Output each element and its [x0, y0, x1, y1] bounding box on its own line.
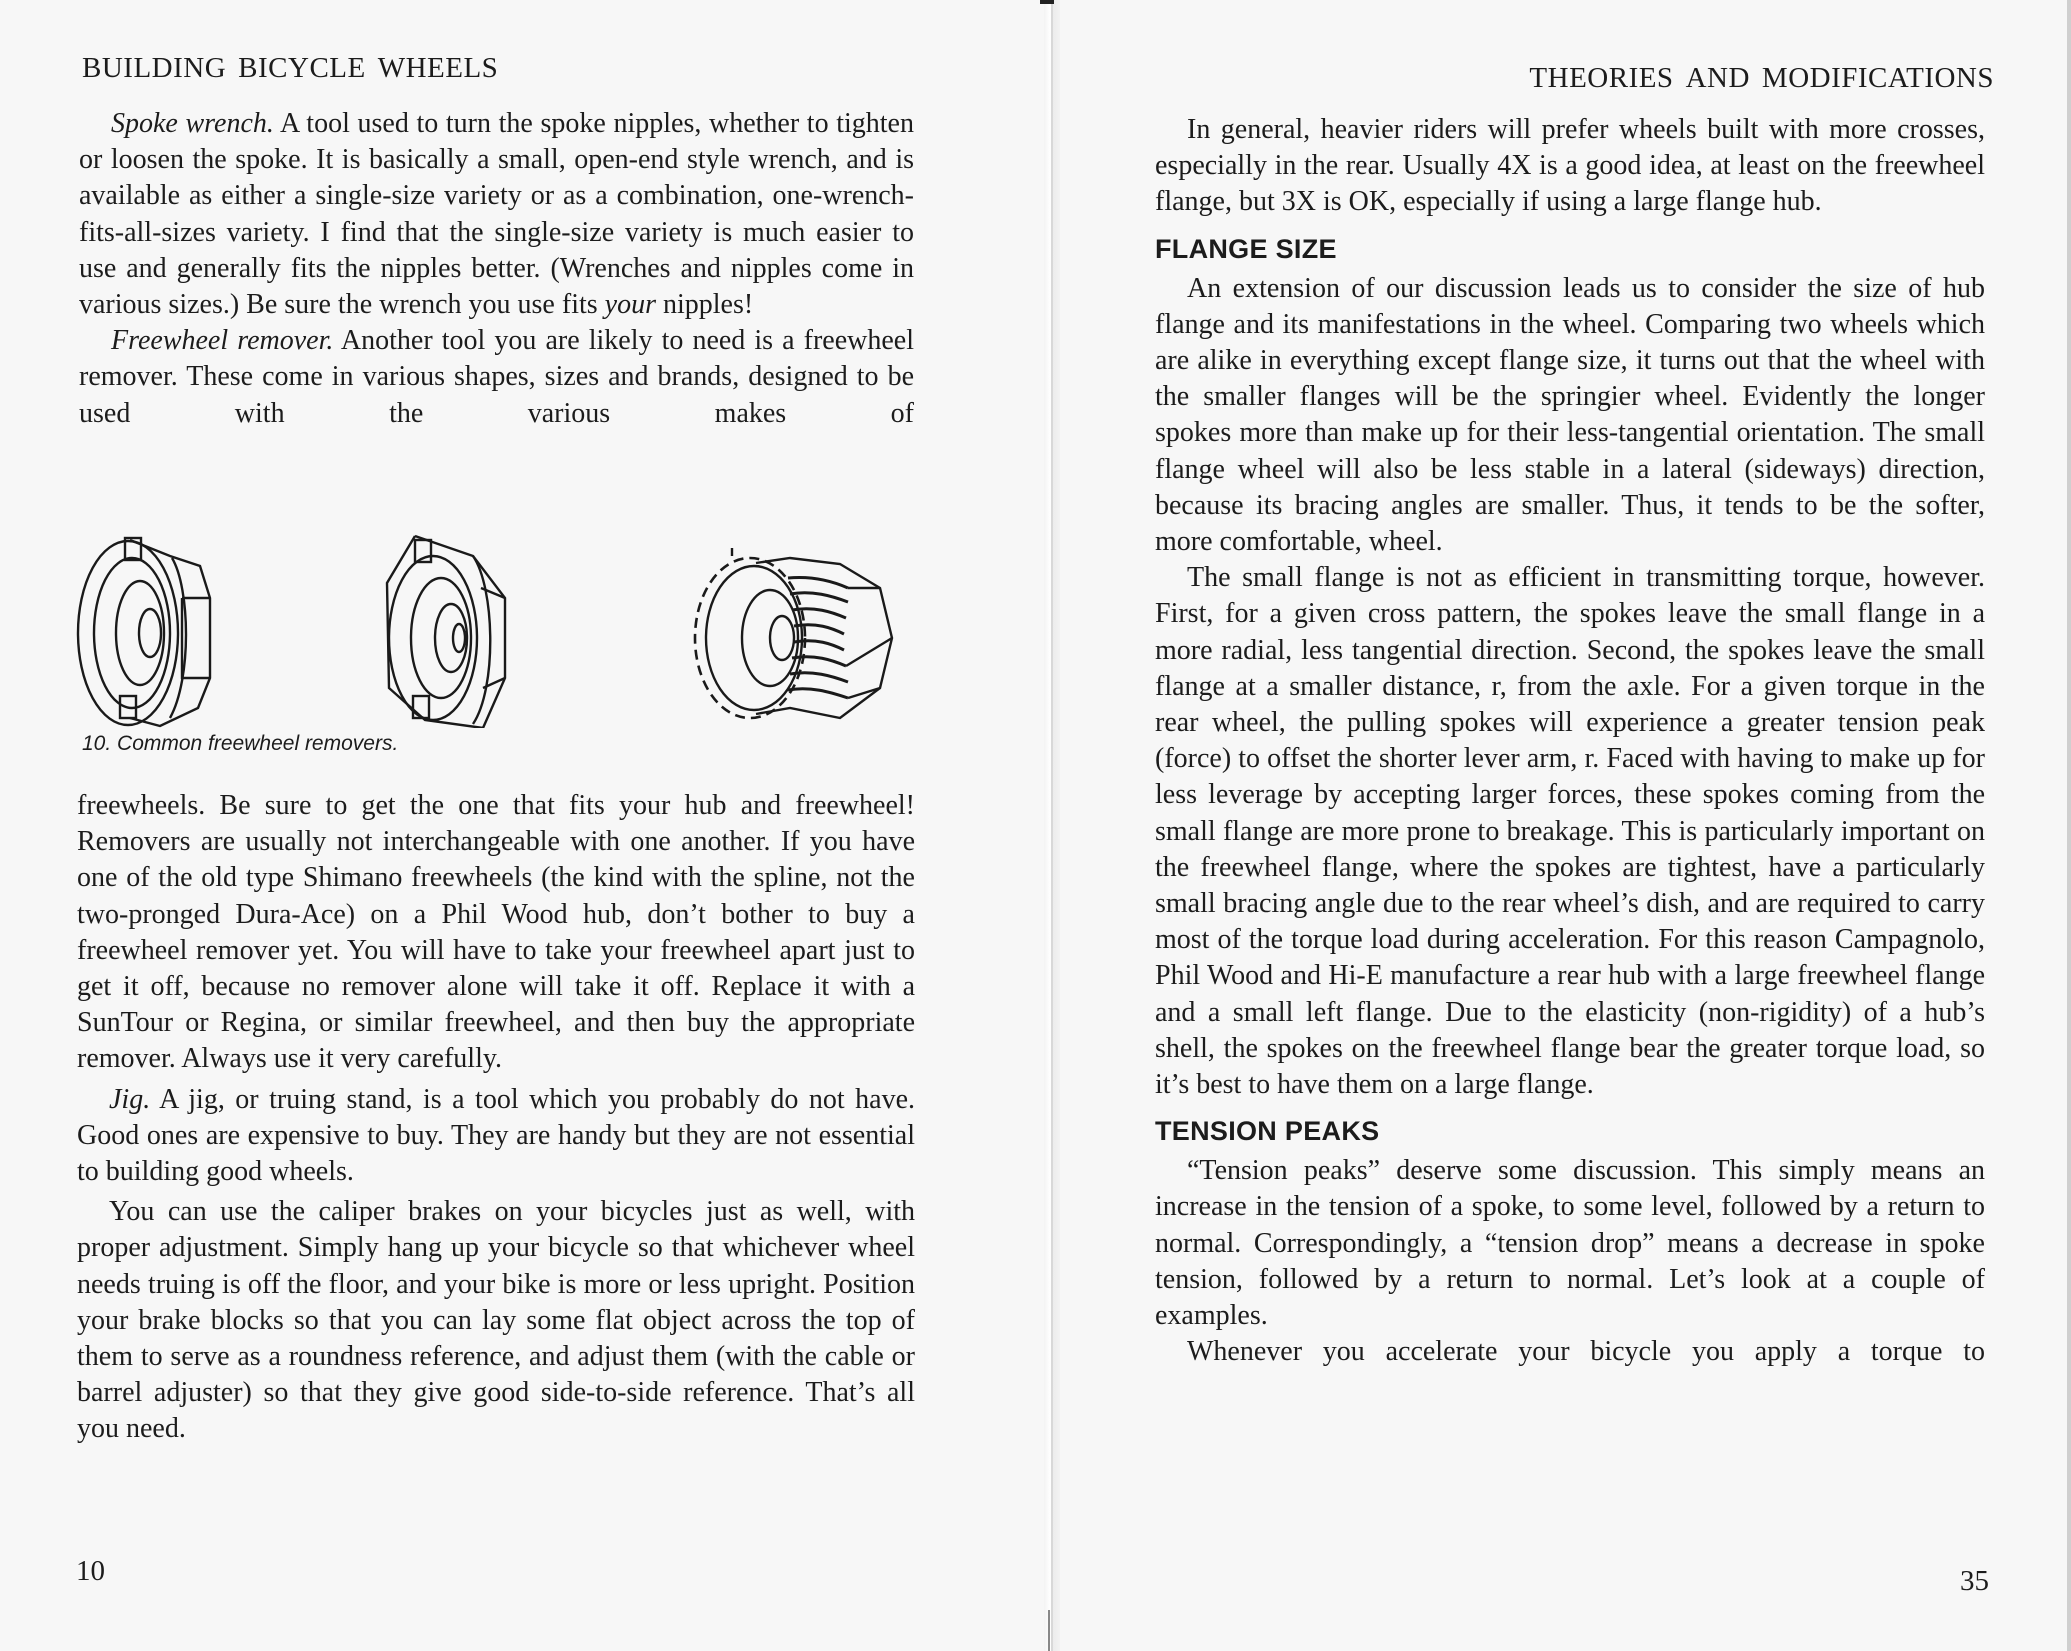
- running-head-word: AND: [1685, 62, 1750, 94]
- running-head-word: BICYCLE: [238, 52, 366, 84]
- paragraph-text: A jig, or truing stand, is a tool which you probably do not have. Good ones are expensive to buy. They are handy but they are not essential to building good wheels.: [77, 1083, 915, 1188]
- gutter-fold-line: [1051, 0, 1053, 1651]
- paragraph-freewheels: freewheels. Be sure to get the one that fits your hub and freewheel! Removers are usually not interchangeable with one another. If you have one of the old type Shimano freewheels (the kind with the spline, not the two-pronged Dura-Ace) on a Phil Wood hub, don’t bother to buy a freewheel remover yet. You will have to take your freewheel apart just to get it off, because no remover alone will take it off. Replace it with a SunTour or Regina, or similar freewheel, and then buy the appropriate remover. Always use it very carefully.: [77, 790, 915, 1075]
- left-column-bottom: [77, 788, 915, 1448]
- running-head-word: BUILDING: [82, 52, 227, 84]
- gutter-scan-mark: [1040, 0, 1054, 4]
- splined-remover-illustration: [670, 528, 910, 728]
- emphasis-your: your: [604, 289, 656, 321]
- left-column-top: [79, 106, 914, 432]
- right-column: [1155, 112, 1985, 1371]
- term-jig: Jig.: [109, 1083, 151, 1115]
- paragraph-text: nipples!: [655, 289, 754, 321]
- figure-caption: 10. Common freewheel removers.: [82, 732, 399, 755]
- term-spoke-wrench: Spoke wrench.: [111, 108, 274, 139]
- section-heading-tension-peaks: TENSION PEAKS: [1155, 1116, 1380, 1147]
- running-head-word: MODIFICATIONS: [1761, 62, 1994, 94]
- page-number-left: 10: [76, 1555, 105, 1587]
- figure-freewheel-removers: [70, 528, 930, 728]
- running-head-word: WHEELS: [377, 52, 499, 84]
- section-heading-flange-size: FLANGE SIZE: [1155, 233, 1337, 264]
- paragraph-text: Another tool you are likely to need is a freewheel remover. These come in various shapes, sizes and brands, designed to be used with the various makes of: [79, 325, 915, 429]
- left-running-head: [82, 52, 498, 85]
- paragraph-flange-2: The small flange is not as efficient in transmitting torque, however. First, for a given cross pattern, the spokes leave the small flange in a more radial, less tangential direction. Second, the spokes leave the small flange at a smaller distance, r, from the axle. For a given torque in the rear wheel, the pulling spokes will experience a greater tension peak (force) to offset the shorter lever arm, r. Faced with having to make up for less leverage by accepting larger forces, these spokes coming from the small flange are more prone to breakage. This is particularly important on the freewheel flange, where the spokes are tightest, have a particularly small bracing angle due to the rear wheel’s dish, and are required to carry most of the torque load during acceleration. For this reason Campagnolo, Phil Wood and Hi-E manufacture a rear hub with a large freewheel flange and a small left flange. Due to the elasticity (non-rigidity) of a hub’s shell, the spokes on the freewheel flange bear the greater torque load, so it’s best to have them on a large flange.: [1155, 562, 1985, 1101]
- gutter-scan-mark-bottom: [1048, 1610, 1050, 1651]
- two-pin-remover-illustration: [70, 528, 250, 728]
- paragraph-tension-1: “Tension peaks” deserve some discussion. This simply means an increase in the tension of a spoke, to some level, followed by a return to normal. Correspondingly, a “tension drop” means a decrease in spoke tension, followed by a return to normal. Let’s look at a couple of examples.: [1155, 1155, 1985, 1332]
- paragraph-tension-2: Whenever you accelerate your bicycle you apply a torque to: [1187, 1336, 1985, 1368]
- page-number-right: 35: [1960, 1565, 1989, 1597]
- paragraph-jig: [77, 1082, 915, 1191]
- right-running-head: [1529, 62, 1994, 95]
- term-freewheel-remover: Freewheel remover.: [111, 325, 334, 357]
- hex-two-pin-remover-illustration: [355, 528, 535, 728]
- paragraph-flange-1: An extension of our discussion leads us to consider the size of hub flange and its manifestations in the wheel. Comparing two wheels which are alike in everything except flange size, it turns out that the wheel with the smaller flanges will be the springier wheel. Evidently the longer spokes more than make up for their less-tangential orientation. The small flange wheel will also be less stable in a lateral (sideways) direction, because its bracing angles are smaller. Thus, it tends to be the softer, more comfortable, wheel.: [1155, 272, 1985, 558]
- paragraph-caliper-brakes: You can use the caliper brakes on your bicycles just as well, with proper adjustment. Simply hang up your bicycle so that whichever wheel needs truing is off the floor, and your bike is more or less upright. Position your brake blocks so that you can lay some flat object across the top of them to serve as a roundness reference, and adjust them (with the cable or barrel adjuster) so that they give good side-to-side reference. That’s all you need.: [77, 1196, 915, 1445]
- paragraph-freewheel-remover: [79, 323, 914, 432]
- paragraph-spoke-wrench: [79, 106, 914, 323]
- paragraph-intro: In general, heavier riders will prefer wheels built with more crosses, especially in the rear. Usually 4X is a good idea, at least on the freewheel flange, but 3X is OK, especially if using a large flange hub.: [1155, 114, 1985, 218]
- page-edge: [2067, 0, 2071, 1651]
- running-head-word: THEORIES: [1529, 62, 1674, 94]
- paragraph-text: A tool used to turn the spoke nipples, whether to tighten or loosen the spoke. It is basically a small, open-end style wrench, and is available as either a single-size variety or as a combination, one-wrench-fits-all-sizes variety. I find that the single-size variety is much easier to use and generally fits the nipples better. (Wrenches and nipples come in various sizes.) Be sure the wrench you use fits: [79, 108, 914, 321]
